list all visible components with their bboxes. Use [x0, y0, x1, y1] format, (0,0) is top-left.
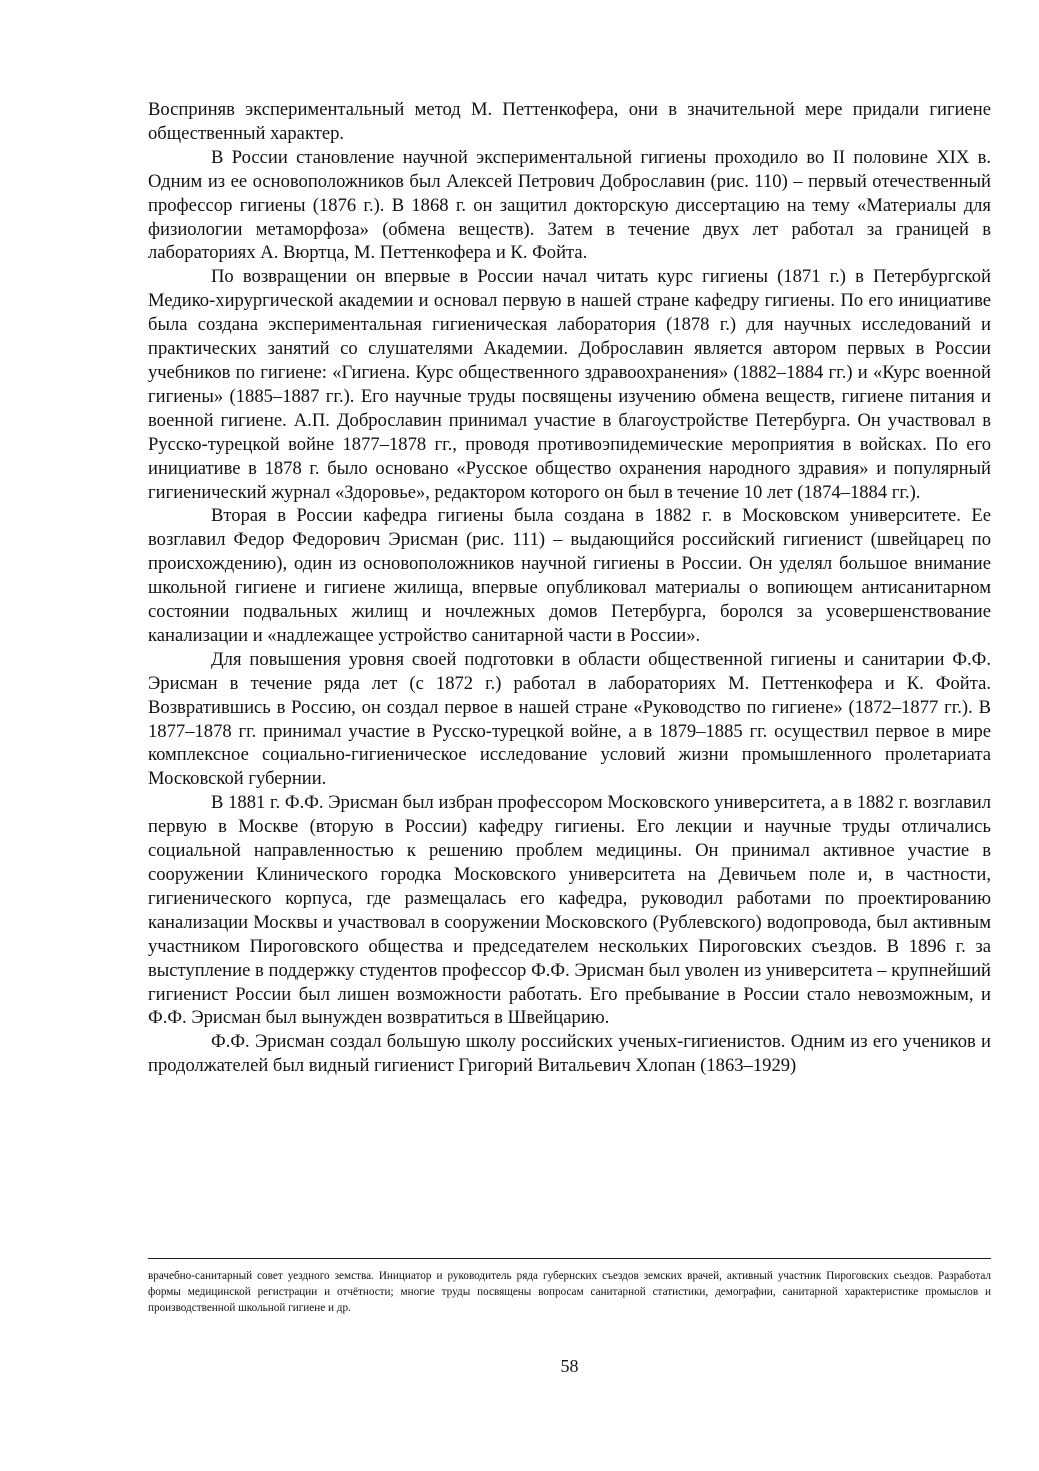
paragraph-6: В 1881 г. Ф.Ф. Эрисман был избран профессором Московского университета, а в 1882 г. возглавил первую в Москве (вторую в России) кафедру гигиены. Его лекции и научные труды отличались социальной направленностью к решению проблем медицины. Он принимал активное участие в сооружении Клинического городка Московского университета на Девичьем поле и, в частности, гигиенического корпуса, где размещалась его кафедра, руководил работами по проектированию канализации Москвы и участвовал в сооружении Московского (Рублевского) водопровода, был активным участником Пироговского общества и председателем нескольких Пироговских съездов. В 1896 г. за выступление в поддержку студентов профессор Ф.Ф. Эрисман был уволен из университета – крупнейший гигиенист России был лишен возможности работать. Его пребывание в России стало невозможным, и Ф.Ф. Эрисман был вынужден возвратиться в Швейцарию.: [148, 792, 991, 1029]
paragraph-2: В России становление научной экспериментальной гигиены проходило во II половине XIX в. Одним из ее основоположников был Алексей Петрович Доброславин (рис. 110) – первый отечественный профессор гигиены (1876 г.). В 1868 г. он защитил докторскую диссертацию на тему «Материалы для физиологии метаморфоза» (обмена веществ). Затем в течение двух лет работал за границей в лабораториях А. Вюртца, М. Петтенкофера и К. Фойта.: [148, 146, 991, 264]
paragraph-7: Ф.Ф. Эрисман создал большую школу российских ученых-гигиенистов. Одним из его учеников и продолжателей был видный гигиенист Григорий Витальевич Хлопан (1863–1929): [148, 1031, 991, 1077]
footnote-text: врачебно-санитарный совет уездного земства. Инициатор и руководитель ряда губернских съездов земских врачей, активный участник Пироговских съездов. Разработал формы медицинской регистрации и отчётности; многие труды посвящены вопросам санитарной статистики, демографии, санитарной характеристике промыслов и производственной школьной гигиене и др.: [148, 1270, 991, 1314]
paragraph-5: Для повышения уровня своей подготовки в области общественной гигиены и санитарии Ф.Ф. Эрисман в течение ряда лет (с 1872 г.) работал в лабораториях М. Петтенкофера и К. Фойта. Возвратившись в Россию, он создал первое в нашей стране «Руководство по гигиене» (1872–1877 гг.). В 1877–1878 гг. принимал участие в Русско-турецкой войне, а в 1879–1885 гг. осуществил первое в мире комплексное социально-гигиеническое исследование условий жизни промышленного пролетариата Московской губернии.: [148, 648, 991, 790]
page-number: 58: [560, 1356, 579, 1376]
page-body: [148, 98, 991, 1078]
paragraph-4: Вторая в России кафедра гигиены была создана в 1882 г. в Московском университете. Ее возглавил Федор Федорович Эрисман (рис. 111) – выдающийся российский гигиенист (швейцарец по происхождению), один из основоположников научной гигиены в России. Он уделял большое внимание школьной гигиене и гигиене жилища, впервые опубликовал материалы о вопиющем антисанитарном состоянии подвальных жилищ и ночлежных домов Петербурга, боролся за усовершенствование канализации и «надлежащее устройство санитарной части в России».: [148, 505, 991, 646]
paragraph-3: По возвращении он впервые в России начал читать курс гигиены (1871 г.) в Петербургской Медико-хирургической академии и основал первую в нашей стране кафедру гигиены. По его инициативе была создана экспериментальная гигиеническая лаборатория (1878 г.) для научных исследований и практических занятий со слушателями Академии. Доброславин является автором первых в России учебников по гигиене: «Гигиена. Курс общественного здравоохранения» (1882–1884 гг.) и «Курс военной гигиены» (1885–1887 гг.). Его научные труды посвящены изучению обмена веществ, гигиене питания и военной гигиене. А.П. Доброславин принимал участие в благоустройстве Петербурга. Он участвовал в Русско-турецкой войне 1877–1878 гг., проводя противоэпидемические мероприятия в войсках. По его инициативе в 1878 г. было основано «Русское общество охранения народного здравия» и популярный гигиенический журнал «Здоровье», редактором которого он был в течение 10 лет (1874–1884 гг.).: [148, 266, 991, 503]
paragraph-1: Восприняв экспериментальный метод М. Петтенкофера, они в значительной мере придали гигиене общественный характер.: [148, 99, 991, 144]
footnote-divider: [148, 1258, 991, 1259]
